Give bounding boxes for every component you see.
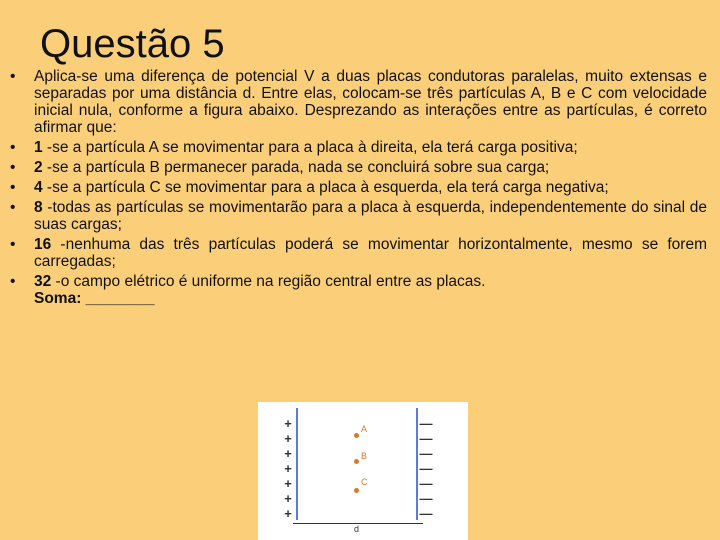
list-item xyxy=(10,273,707,307)
plus-sign: + xyxy=(284,416,292,431)
item-text: -nenhuma das três partículas poderá se movimentar horizontalmente, mesmo se forem carregadas; xyxy=(34,236,707,270)
particle-b-label: B xyxy=(361,451,368,461)
minus-sign: — xyxy=(419,461,433,476)
bullet: • xyxy=(10,236,16,253)
list-item xyxy=(10,179,707,196)
plus-sign: + xyxy=(284,431,292,446)
item-number: 4 xyxy=(34,179,43,196)
minus-sign: — xyxy=(419,431,433,446)
list-item xyxy=(10,199,707,233)
item-text: Aplica-se uma diferença de potencial V a duas placas condutoras paralelas, muito extensas e separadas por uma distância d. Entre elas, colocam-se três partículas A, B e C com velocidade inicial nula, conforme a figura abaixo. Desprezando as interações entre as partículas, é correto afirmar que: xyxy=(34,68,707,136)
item-text: -se a partícula C se movimentar para a placa à esquerda, ela terá carga negativa; xyxy=(42,179,609,196)
bullet: • xyxy=(10,68,16,85)
plus-sign: + xyxy=(284,461,292,476)
particle-c-label: C xyxy=(361,477,368,487)
plus-sign: + xyxy=(284,506,292,521)
soma-label: Soma: ________ xyxy=(34,290,155,307)
minus-sign: — xyxy=(419,491,433,506)
bullet: • xyxy=(10,199,16,216)
list-item xyxy=(10,159,707,176)
particle-a-label: A xyxy=(361,424,368,434)
list-item xyxy=(10,139,707,156)
item-number: 8 xyxy=(34,199,43,216)
item-number: 2 xyxy=(34,159,43,176)
bullet: • xyxy=(10,159,16,176)
bullet: • xyxy=(10,139,16,156)
list-item xyxy=(10,236,707,270)
minus-sign: — xyxy=(419,446,433,461)
list-item xyxy=(10,68,707,136)
plus-sign: + xyxy=(284,476,292,491)
capacitor-figure xyxy=(258,402,468,540)
plus-sign: + xyxy=(284,446,292,461)
bullet: • xyxy=(10,273,16,290)
particle-a-dot xyxy=(354,433,359,438)
item-text: -se a partícula B permanecer parada, nada se concluirá sobre sua carga; xyxy=(42,159,550,176)
distance-label: d xyxy=(354,524,360,534)
minus-sign: — xyxy=(419,476,433,491)
left-plate xyxy=(296,408,298,520)
minus-sign: — xyxy=(419,416,433,431)
question-list xyxy=(10,68,707,310)
item-number: 1 xyxy=(34,139,43,156)
slide-title: Questão 5 xyxy=(40,22,225,66)
item-text: -se a partícula A se movimentar para a placa à direita, ela terá carga positiva; xyxy=(42,139,578,156)
item-text: -o campo elétrico é uniforme na região central entre as placas. xyxy=(51,273,486,290)
item-number: 16 xyxy=(34,236,52,253)
right-plate xyxy=(416,408,418,520)
item-text: -todas as partículas se movimentarão para a placa à esquerda, independentemente do sinal de suas cargas; xyxy=(34,199,707,233)
particle-c-dot xyxy=(354,488,359,493)
plus-sign: + xyxy=(284,491,292,506)
item-number: 32 xyxy=(34,273,52,290)
minus-sign: — xyxy=(419,506,433,521)
particle-b-dot xyxy=(354,459,359,464)
bullet: • xyxy=(10,179,16,196)
